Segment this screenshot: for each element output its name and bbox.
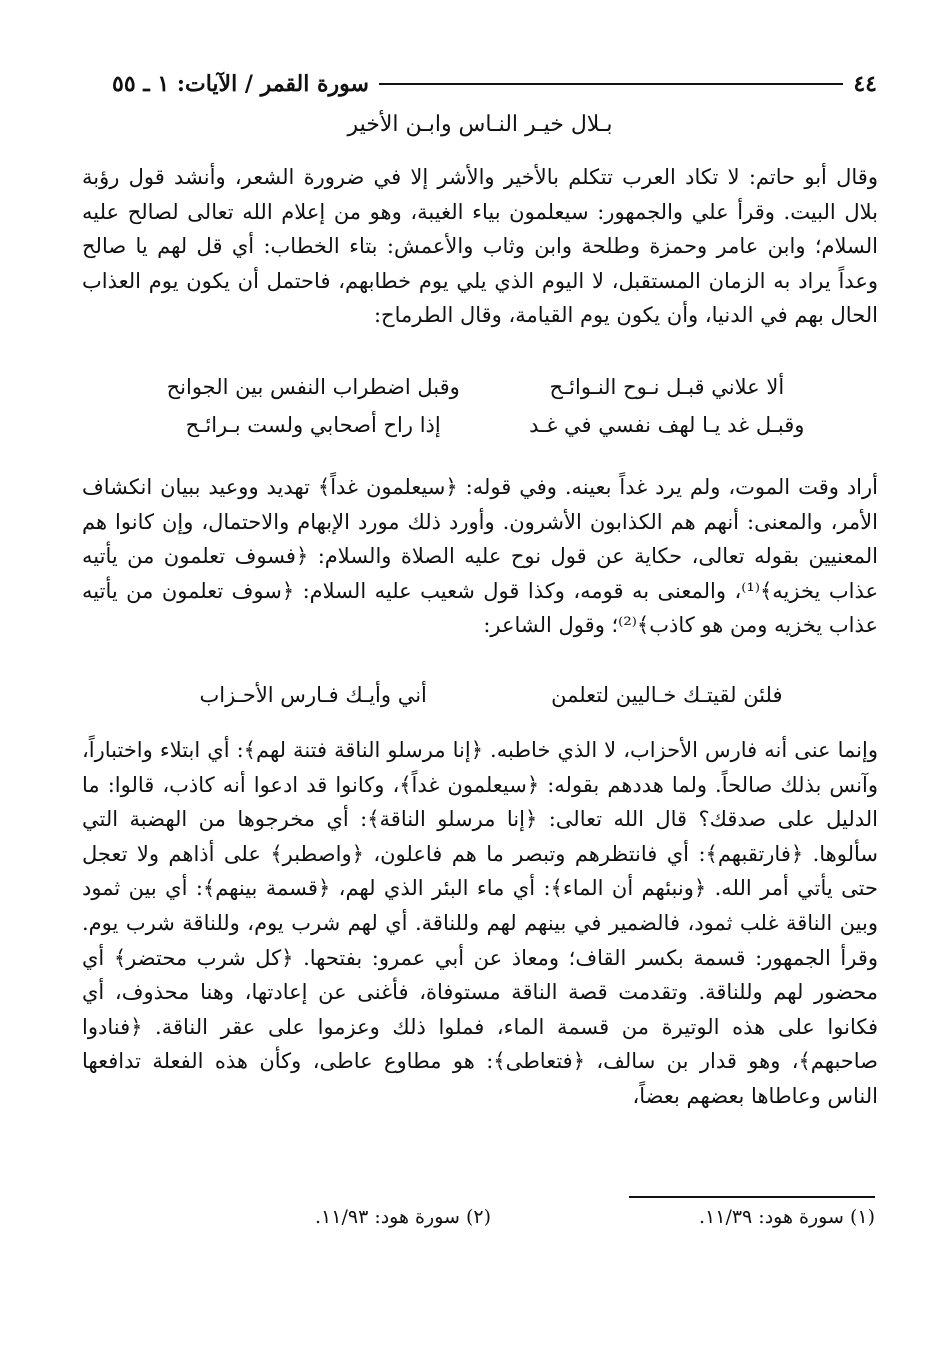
paragraph-1: وقال أبو حاتم: لا تكاد العرب تتكلم بالأخير والأشر إلا في ضرورة الشعر، وأنشد قول رؤبة بلال البيت. وقرأ علي والجمهور: سيعلمون بياء الغيبة، وهو من إعلام الله تعالى لصالح عليه السلام؛ وابن عامر وحمزة وطلحة وابن وثاب والأعمش: بتاء الخطاب: أي قل لهم يا صالح وعداً يراد به الزمان المستقبل، لا اليوم الذي يلي يوم خطابهم، فاحتمل أن يكون يوم العذاب الحال بهم في الدنيا، وأن يكون يوم القيامة، وقال الطرماح: <box>82 165 878 328</box>
page-number: ٤٤ <box>853 71 877 97</box>
hemistich: وقبـل غد يـا لهف نفسي في غـد <box>529 413 805 437</box>
paragraph-2: أراد وقت الموت، ولم يرد غداً بعينه. وفي قوله: ﴿سيعلمون غداً﴾ تهديد ووعيد ببيان انكشاف الأمر، والمعنى: أنهم هم الكذابون الأشرون. وأورد ذلك مورد الإبهام والاحتمال، وإن كانوا هم المعنيين بقوله تعالى، حكاية عن قول نوح عليه الصلاة والسلام: ﴿فسوف تعلمون من يأتيه عذاب يخزيه﴾⁽¹⁾، والمعنى به قومه، وكذا قول شعيب عليه السلام: ﴿سوف تعلمون من يأتيه عذاب يخزيه ومن هو كاذب﴾⁽²⁾؛ وقول الشاعر: <box>82 475 878 638</box>
poem-verse-top: بـلال خيـر النـاس وابـن الأخير <box>347 112 613 137</box>
poem-row <box>150 406 830 444</box>
hemistich: إذا راح أصحابي ولست بـرائـح <box>185 413 441 437</box>
poem-row <box>150 368 830 406</box>
poem-row <box>150 676 830 714</box>
hemistich: ألا علاني قبـل نـوح النـوائـح <box>549 375 785 399</box>
paragraph-3: وإنما عنى أنه فارس الأحزاب، لا الذي خاطبه. ﴿إنا مرسلو الناقة فتنة لهم﴾: أي ابتلاء واختباراً، وآنس بذلك صالحاً. ولما هددهم بقوله: ﴿سيعلمون غداً﴾، وكانوا قد ادعوا أنه كاذب، قالوا: ما الدليل على صدقك؟ قال الله تعالى: ﴿إنا مرسلو الناقة﴾: أي مخرجوها من الهضبة التي سألوها. ﴿فارتقبهم﴾: أي فانتظرهم وتبصر ما هم فاعلون، ﴿واصطبر﴾ على أذاهم ولا تعجل حتى يأتي أمر الله. ﴿ونبئهم أن الماء﴾: أي ماء البئر الذي لهم، ﴿قسمة بينهم﴾: أي بين ثمود وبين الناقة غلب ثمود، فالضمير في بينهم لهم وللناقة. أي لهم شرب يوم، وللناقة شرب يوم. وقرأ الجمهور: قسمة بكسر القاف؛ ومعاذ عن أبي عمرو: بفتحها. ﴿كل شرب محتضر﴾ أي محضور لهم وللناقة. وتقدمت قصة الناقة مستوفاة، فأغنى عن إعادتها، وهنا محذوف، أي فكانوا على هذه الوتيرة من قسمة الماء، فملوا ذلك وعزموا على عقر الناقة. ﴿فنادوا صاحبهم﴾، وهو قدار بن سالف، ﴿فتعاطى﴾: هو مطاوع عاطى، وكأن هذه الفعلة تدافعها الناس وعاطاها بعضهم بعضاً، <box>82 738 878 1108</box>
header-rule <box>379 83 843 85</box>
page-header <box>112 66 877 102</box>
hemistich: وقبل اضطراب النفس بين الجوانح <box>166 375 460 399</box>
footnote-rule <box>629 1196 875 1198</box>
hemistich: فلئن لقيتـك خـاليين لتعلمن <box>551 683 783 707</box>
poem-block-1 <box>150 368 830 444</box>
hemistich: أني وأيـك فـارس الأحـزاب <box>199 683 427 707</box>
footnotes <box>315 1206 875 1228</box>
footnote-1: (١) سورة هود: ١١/٣٩. <box>698 1206 875 1228</box>
footnote-2: (٢) سورة هود: ١١/٩٣. <box>315 1206 492 1228</box>
poem-block-2 <box>150 676 830 714</box>
running-title: سورة القمر / الآيات: ١ ـ ٥٥ <box>112 71 369 97</box>
